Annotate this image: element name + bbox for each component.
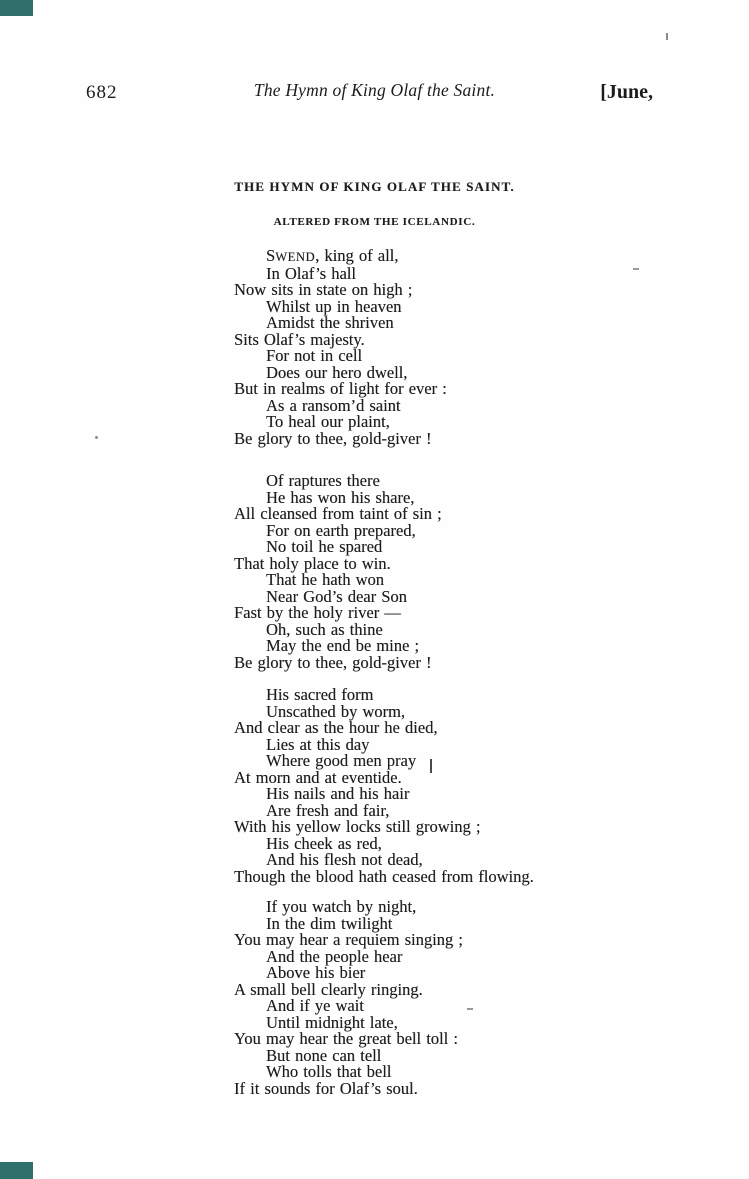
scan-corner-artifact: [0, 1162, 33, 1179]
article-subtitle: ALTERED FROM THE ICELANDIC.: [273, 216, 476, 228]
scan-speck: [666, 33, 668, 40]
poem-line: Be glory to thee, gold-giver !: [234, 428, 432, 448]
poem-line: If you watch by night,: [266, 897, 417, 916]
poem-line: His sacred form: [266, 685, 374, 704]
poem-stanza: [234, 248, 534, 447]
poem-line: Amidst the shriven: [266, 313, 394, 332]
poem-line: And the people hear: [266, 946, 403, 966]
poem-line: No toil he spared: [266, 537, 383, 556]
poem-line: Until midnight late,: [266, 1012, 398, 1032]
poem-line: Though the blood hath ceased from flowing.: [234, 866, 534, 886]
poem-line: For not in cell: [266, 346, 363, 365]
poem-line: And clear as the hour he died,: [234, 718, 438, 737]
poem-line: A small bell clearly ringing.: [234, 979, 423, 999]
poem-line: Unscathed by worm,: [266, 701, 406, 721]
poem-line: Now sits in state on high ;: [234, 280, 413, 299]
poem-line: Are fresh and fair,: [266, 800, 390, 820]
poem-line: To heal our plaint,: [266, 412, 390, 431]
poem-line: SWEND, king of all,: [266, 246, 399, 265]
poem-line: Near God’s dear Son: [266, 586, 407, 606]
poem-line: Oh, such as thine: [266, 619, 383, 639]
poem-line: Be glory to thee, gold-giver !: [234, 652, 432, 672]
poem-line: That he hath won: [266, 570, 385, 589]
poem-line: Fast by the holy river —: [234, 603, 401, 622]
poem-line: Whilst up in heaven: [266, 296, 402, 316]
poem-line: In the dim twilight: [266, 913, 393, 933]
article-title: THE HYMN OF KING OLAF THE SAINT.: [234, 179, 515, 194]
poem-line: With his yellow locks still growing ;: [234, 817, 481, 836]
poem-stanza: [234, 473, 534, 671]
poem-line: All cleansed from taint of sin ;: [234, 504, 442, 523]
poem-line: In Olaf’s hall: [266, 263, 356, 283]
poem-line: And his flesh not dead,: [266, 850, 423, 869]
page-number: 682: [86, 82, 118, 103]
poem: [234, 248, 534, 1097]
scan-speck: [95, 436, 98, 439]
poem-line: You may hear the great bell toll :: [234, 1029, 458, 1048]
issue-label: [June,: [600, 81, 653, 103]
scan-corner-artifact: [0, 0, 33, 16]
poem-line: If it sounds for Olaf’s soul.: [234, 1078, 418, 1098]
poem-line: Of raptures there: [266, 471, 380, 490]
poem-line: May the end be mine ;: [266, 636, 420, 655]
poem-line: His cheek as red,: [266, 833, 382, 853]
poem-line: But none can tell: [266, 1045, 382, 1065]
poem-line: Does our hero dwell,: [266, 362, 408, 382]
poem-line: You may hear a requiem singing ;: [234, 930, 463, 949]
poem-line: Lies at this day: [266, 734, 370, 754]
poem-line: Above his bier: [266, 963, 366, 982]
poem-line: But in realms of light for ever :: [234, 379, 447, 398]
running-title: The Hymn of King Olaf the Saint.: [253, 80, 496, 100]
poem-line: Where good men pray: [266, 751, 417, 770]
poem-line: For on earth prepared,: [266, 520, 416, 540]
small-caps-word: WEND: [275, 250, 316, 264]
poem-line: Who tolls that bell: [266, 1062, 392, 1081]
poem-line: He has won his share,: [266, 487, 415, 507]
poem-line: His nails and his hair: [266, 784, 410, 803]
scan-speck: [633, 268, 639, 270]
poem-stanza: [234, 687, 534, 885]
poem-line: At morn and at eventide.: [234, 767, 402, 787]
poem-line: And if ye wait: [266, 996, 364, 1015]
poem-line: Sits Olaf’s majesty.: [234, 329, 365, 349]
poem-line: As a ransom’d saint: [266, 395, 401, 415]
poem-stanza: [234, 899, 534, 1097]
poem-line: That holy place to win.: [234, 553, 391, 573]
